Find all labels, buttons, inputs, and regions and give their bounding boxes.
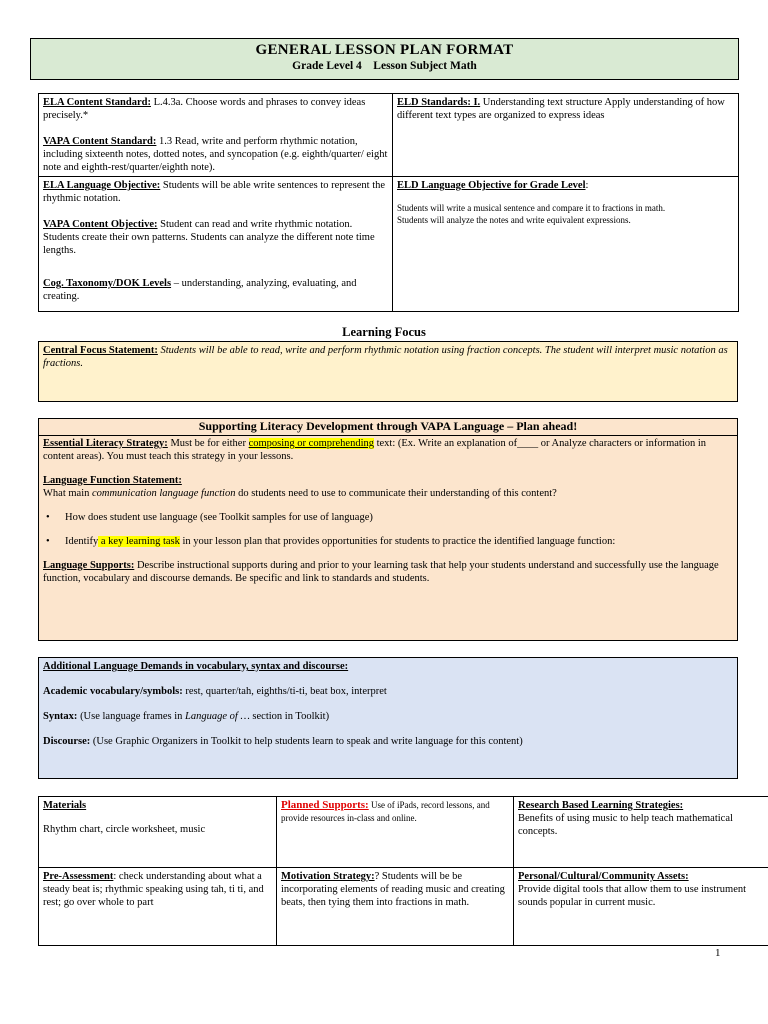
language-supports: Language Supports: Describe instructional supports during and prior to your learning task that help your students understand and successfully use the language function, vocabulary and discourse demands. Be specific and link to standards and students.: [43, 560, 719, 584]
objectives-cell: [39, 177, 393, 312]
eld-objective-line-1: Students will write a musical sentence and compare it to fractions in math.: [397, 203, 666, 213]
community-assets-label: Personal/Cultural/Community Assets:: [518, 871, 689, 882]
pre-assessment-cell: [39, 868, 277, 946]
lesson-subject: Lesson Subject Math: [373, 60, 477, 72]
research-strategies-cell: [514, 797, 768, 868]
cog-taxonomy: Cog. Taxonomy/DOK Levels – understanding, analyzing, evaluating, and creating.: [43, 278, 357, 302]
grade-subject-line: [31, 60, 738, 72]
research-strategies-label: Research Based Learning Strategies:: [518, 800, 684, 811]
central-focus-statement: Central Focus Statement: Students will be able to read, write and perform rhythmic notation using fraction concepts. The student will interpret music notation as fractions.: [43, 345, 728, 369]
community-assets-text: Provide digital tools that allow them to use instrument sounds popular in current music.: [518, 884, 747, 908]
materials-text: Rhythm chart, circle worksheet, music: [43, 824, 206, 835]
ela-language-objective: ELA Language Objective: Students will be able write sentences to represent the rhythmic notation.: [43, 180, 386, 204]
language-function-question: What main communication language function do students need to use to communicate their understanding of this content?: [43, 488, 557, 499]
vapa-content-objective: VAPA Content Objective: Student can read and write rhythmic notation. Students create their own patterns. Students can analyze the different note time lengths.: [43, 219, 375, 256]
vapa-content-standard: VAPA Content Standard: 1.3 Read, write and perform rhythmic notation, including sixteenth notes, dotted notes, and syncopation (e.g. eighth/quarter/ eight note and eighth-rest/quarter/eighth note).: [43, 136, 388, 173]
essential-literacy-strategy: Essential Literacy Strategy: Must be for either composing or comprehending text: (Ex. Write an explanation of____ or Analyze characters or information in content areas). You must teach this strategy in your lessons.: [43, 438, 707, 462]
materials-table: [38, 796, 768, 946]
ela-vapa-standards-cell: [39, 94, 393, 177]
page-number: 1: [715, 947, 721, 959]
lesson-plan-header: [30, 38, 739, 80]
eld-objective-cell: [393, 177, 739, 312]
pre-assessment: Pre-Assessment: check understanding about what a steady beat is; rhythmic speaking using tah, ti ti, and rest; go over whole to part: [43, 871, 264, 908]
ela-content-standard: ELA Content Standard: L.4.3a. Choose words and phrases to convey ideas precisely.*: [43, 97, 366, 121]
community-assets-cell: [514, 868, 768, 946]
syntax-line: Syntax: (Use language frames in Language of … section in Toolkit): [43, 711, 330, 722]
eld-language-objective: ELD Language Objective for Grade Level:: [397, 180, 589, 191]
materials-cell: [39, 797, 277, 868]
eld-standards-cell: [393, 94, 739, 177]
planned-supports: Planned Supports: Use of iPads, record lessons, and provide resources in-class and online.: [281, 799, 490, 823]
language-demands-box: [38, 657, 738, 779]
grade-level: Grade Level 4: [292, 60, 362, 72]
language-function-heading: Language Function Statement:: [43, 475, 182, 486]
literacy-section-title: Supporting Literacy Development through VAPA Language – Plan ahead!: [39, 419, 737, 436]
language-demands-title: Additional Language Demands in vocabulary, syntax and discourse:: [43, 661, 349, 672]
motivation-strategy-cell: [277, 868, 514, 946]
bullet-language-use: • How does student use language (see Toolkit samples for use of language): [43, 511, 733, 524]
research-strategies-text: Benefits of using music to help teach mathematical concepts.: [518, 813, 733, 837]
bullet-key-learning-task: • Identify a key learning task in your lesson plan that provides opportunities for students to practice the identified language function:: [43, 535, 733, 548]
standards-table: [38, 93, 739, 312]
planned-supports-cell: [277, 797, 514, 868]
document-title: GENERAL LESSON PLAN FORMAT: [255, 42, 514, 58]
motivation-strategy: Motivation Strategy:? Students will be be incorporating elements of reading music and creating beats, then tying them into fractions in math.: [281, 871, 505, 908]
materials-label: Materials: [43, 800, 87, 811]
discourse-line: Discourse: (Use Graphic Organizers in Toolkit to help students learn to speak and write language for this content): [43, 736, 523, 747]
central-focus-box: [38, 341, 738, 402]
literacy-development-box: [38, 418, 738, 641]
academic-vocabulary: Academic vocabulary/symbols: rest, quarter/tah, eighths/ti-ti, beat box, interpret: [43, 686, 387, 697]
eld-standards: ELD Standards: I. Understanding text structure Apply understanding of how different text types are organized to express ideas: [397, 97, 725, 121]
learning-focus-title: Learning Focus: [342, 325, 426, 339]
eld-objective-line-2: Students will analyze the notes and write equivalent expressions.: [397, 214, 631, 225]
